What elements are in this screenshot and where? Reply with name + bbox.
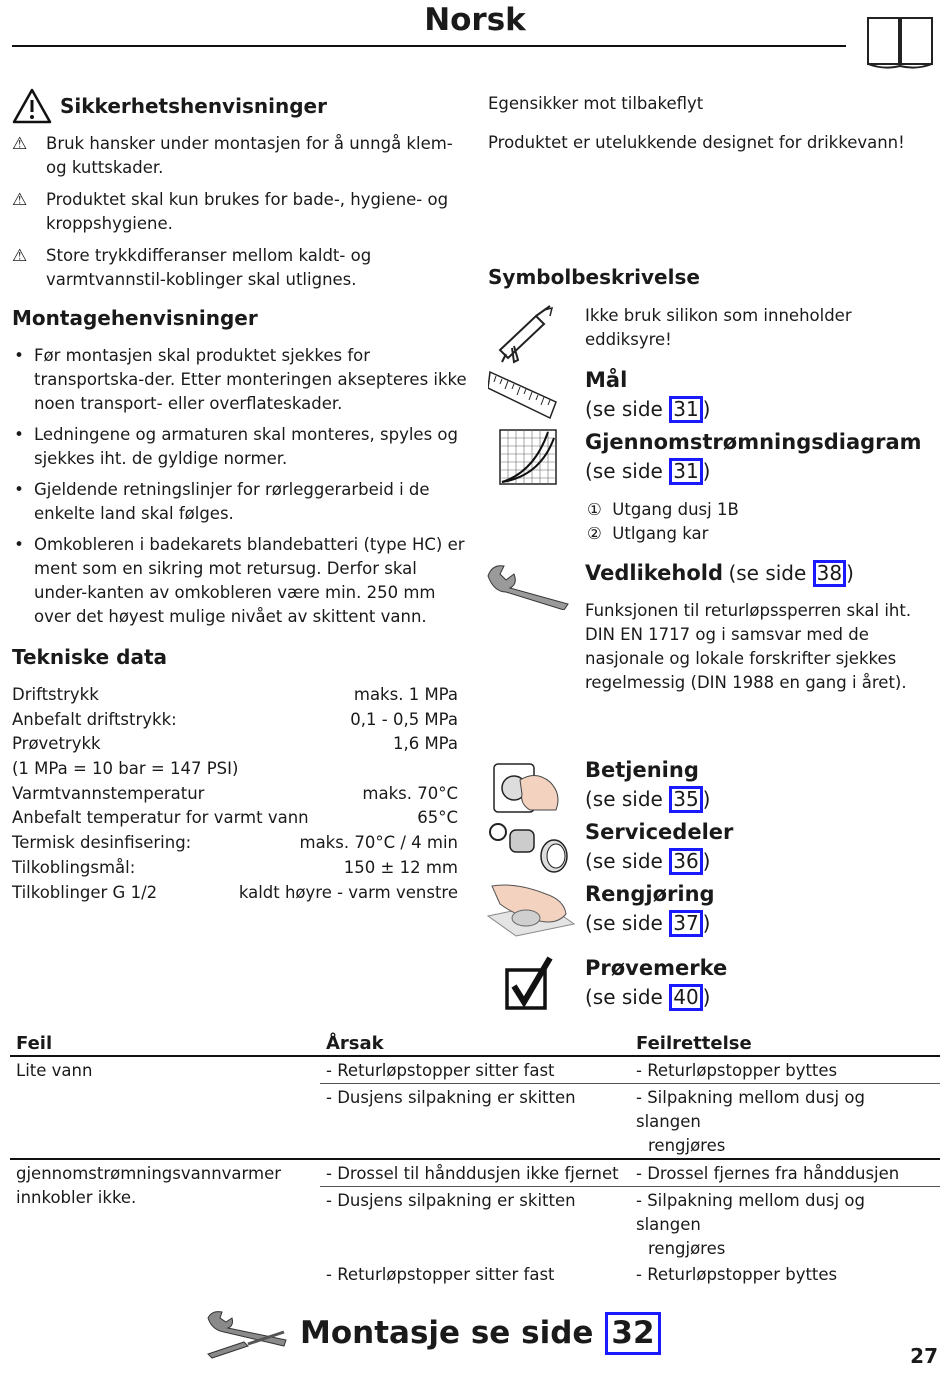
service-entry: Servicedeler (se side 36 ) xyxy=(585,820,734,873)
tech-label: Driftstrykk xyxy=(12,685,99,704)
flow-title: Gjennomstrømningsdiagram xyxy=(585,430,922,454)
mounting-heading: Montagehenvisninger xyxy=(12,306,258,330)
symbols-heading: Symbolbeskrivelse xyxy=(488,265,700,289)
flow-entry: Gjennomstrømningsdiagram (se side 31 ) xyxy=(585,430,922,483)
outlet-list xyxy=(587,498,739,546)
cleaning-entry: Rengjøring (se side 37 ) xyxy=(585,882,715,935)
test-mark-entry: Prøvemerke (se side 40 ) xyxy=(585,956,728,1009)
tech-label: Tilkoblinger G 1/2 xyxy=(12,882,158,902)
tech-data-row xyxy=(12,782,458,807)
cause-cell: - Returløpstopper sitter fast xyxy=(320,1056,630,1084)
tech-value: maks. 1 MPa xyxy=(353,685,458,704)
tech-data-row xyxy=(12,683,458,708)
table-row xyxy=(10,1056,940,1084)
tech-label: Prøvetrykk xyxy=(12,734,101,754)
fix-cell: - Drossel fjernes fra hånddusjen xyxy=(630,1159,940,1187)
fault-cell: gjennomstrømningsvannvarmer innkobler ikke. xyxy=(10,1159,320,1287)
tech-data-row xyxy=(12,708,458,733)
assembly-page-link[interactable]: 32 xyxy=(605,1312,660,1355)
operation-title: Betjening xyxy=(585,758,699,782)
tech-value: 65°C xyxy=(417,808,458,828)
cause-cell: - Drossel til hånddusjen ikke fjernet xyxy=(320,1159,630,1187)
dimensions-page-link[interactable]: 31 xyxy=(669,396,702,423)
cleaning-hand-icon xyxy=(486,880,576,938)
silicone-warning-text: Ikke bruk silikon som inneholder eddiksyre! xyxy=(585,306,852,349)
flow-diagram-icon xyxy=(498,428,558,486)
tech-value: 150 ± 12 mm xyxy=(343,857,458,877)
list-item: • Ledningene og armaturen skal monteres, spyles og sjekkes iht. de gyldige normer. xyxy=(14,425,458,468)
fault-cell: Lite vann xyxy=(16,1061,93,1080)
cleaning-title: Rengjøring xyxy=(585,882,715,906)
maintenance-entry: Vedlikehold (se side 38 ) xyxy=(585,561,854,585)
warning-icon xyxy=(12,88,52,124)
warning-small-icon: ⚠ xyxy=(12,246,28,266)
wrench-icon xyxy=(486,562,572,610)
list-item: ① Utgang dusj 1B xyxy=(587,500,739,519)
fix-cell: - Silpakning mellom dusj og slangen rengjøres xyxy=(636,1088,865,1155)
tech-data-row xyxy=(12,881,458,906)
header-fault: Feil xyxy=(10,1032,320,1056)
technical-table xyxy=(12,683,458,905)
silicone-gun-icon xyxy=(492,302,558,364)
tech-data-row xyxy=(12,831,458,856)
troubleshooting-table xyxy=(10,1032,940,1287)
flow-page-link[interactable]: 31 xyxy=(669,458,702,485)
table-header-row xyxy=(10,1032,940,1056)
title-divider xyxy=(12,45,846,47)
header-fix: Feilrettelse xyxy=(630,1032,940,1056)
tech-data-row xyxy=(12,856,458,881)
table-row xyxy=(10,1159,940,1187)
page-title: Norsk xyxy=(424,2,526,38)
tech-value: 0,1 - 0,5 MPa xyxy=(350,709,458,729)
fix-cell: - Returløpstopper byttes xyxy=(636,1265,838,1284)
cause-cell: - Dusjens silpakning er skitten xyxy=(326,1191,576,1210)
fix-cell: - Silpakning mellom dusj og slangen rengjøres xyxy=(636,1191,865,1258)
spare-parts-icon xyxy=(488,818,572,876)
safety-section xyxy=(12,88,472,292)
tech-label: (1 MPa = 10 bar = 147 PSI) xyxy=(12,759,239,779)
ruler-icon xyxy=(488,368,558,424)
mounting-section xyxy=(12,306,467,636)
test-mark-page-link[interactable]: 40 xyxy=(669,984,702,1011)
intro-line-2: Produktet er utelukkende designet for drikkevann! xyxy=(488,133,905,152)
list-item: ② Utlgang kar xyxy=(587,524,709,543)
checkmark-icon xyxy=(504,956,554,1012)
service-title: Servicedeler xyxy=(585,820,734,844)
tech-value: kaldt høyre - varm venstre xyxy=(238,882,458,902)
maintenance-title: Vedlikehold xyxy=(585,561,724,585)
cleaning-page-link[interactable]: 37 xyxy=(669,910,702,937)
technical-heading: Tekniske data xyxy=(12,645,168,669)
hand-knob-icon xyxy=(490,760,564,816)
assembly-reference xyxy=(300,1312,661,1355)
warning-small-icon: ⚠ xyxy=(12,190,28,210)
cause-cell: - Returløpstopper sitter fast xyxy=(326,1265,555,1284)
maintenance-text: Funksjonen til returløpssperren skal iht. DIN EN 1717 og i samsvar med de nasjonale og lokale forskrifter sjekkes regelmessig (DIN 1988 en gang i året). xyxy=(585,601,912,692)
tech-value: maks. 70°C xyxy=(362,783,458,803)
test-mark-title: Prøvemerke xyxy=(585,956,728,980)
fix-cell: - Returløpstopper byttes xyxy=(630,1056,940,1084)
tech-data-row xyxy=(12,757,458,782)
book-icon xyxy=(866,14,934,70)
header-cause: Årsak xyxy=(320,1032,630,1056)
intro-line-1: Egensikker mot tilbakeflyt xyxy=(488,94,704,113)
tech-value: 1,6 MPa xyxy=(392,734,458,754)
tech-label: Tilkoblingsmål: xyxy=(12,857,136,877)
tech-data-row xyxy=(12,806,458,831)
tech-data-row xyxy=(12,732,458,757)
warning-small-icon: ⚠ xyxy=(12,134,28,154)
service-page-link[interactable]: 36 xyxy=(669,848,702,875)
assembly-text: Montasje se side xyxy=(300,1315,594,1352)
tools-icon xyxy=(204,1310,290,1360)
tech-label: Varmtvannstemperatur xyxy=(12,783,205,803)
cause-cell: - Dusjens silpakning er skitten xyxy=(326,1088,576,1107)
tech-label: Anbefalt driftstrykk: xyxy=(12,709,177,729)
tech-value: maks. 70°C / 4 min xyxy=(299,833,458,853)
dimensions-entry: Mål (se side 31 ) xyxy=(585,368,711,421)
safety-item: ⚠ Bruk hansker under montasjen for å unngå klem- og kuttskader. xyxy=(12,132,472,180)
tech-label: Anbefalt temperatur for varmt vann xyxy=(12,808,309,828)
list-item: • Gjeldende retningslinjer for rørleggerarbeid i de enkelte land skal følges. xyxy=(14,480,430,523)
safety-item: ⚠ Store trykkdifferanser mellom kaldt- og varmtvannstil-koblinger skal utlignes. xyxy=(12,244,472,292)
dimensions-title: Mål xyxy=(585,368,628,392)
list-item: • Omkobleren i badekarets blandebatteri (type HC) er ment som en sikring mot retursug. Derfor skal under-kanten av omkobleren være min. 250 mm over det høyest mulige nivået av skittent vann. xyxy=(14,535,465,626)
operation-page-link[interactable]: 35 xyxy=(669,786,702,813)
technical-section xyxy=(12,645,458,905)
operation-entry: Betjening (se side 35 ) xyxy=(585,758,711,811)
tech-label: Termisk desinfisering: xyxy=(12,833,192,853)
list-item: • Før montasjen skal produktet sjekkes for transportska-der. Etter monteringen aksepteres ikke noen transport- eller overflateskader. xyxy=(14,346,467,413)
maintenance-page-link[interactable]: 38 xyxy=(813,560,846,587)
safety-heading: Sikkerhetshenvisninger xyxy=(60,94,327,118)
safety-item: ⚠ Produktet skal kun brukes for bade-, hygiene- og kroppshygiene. xyxy=(12,188,472,236)
page-number: 27 xyxy=(910,1344,938,1368)
